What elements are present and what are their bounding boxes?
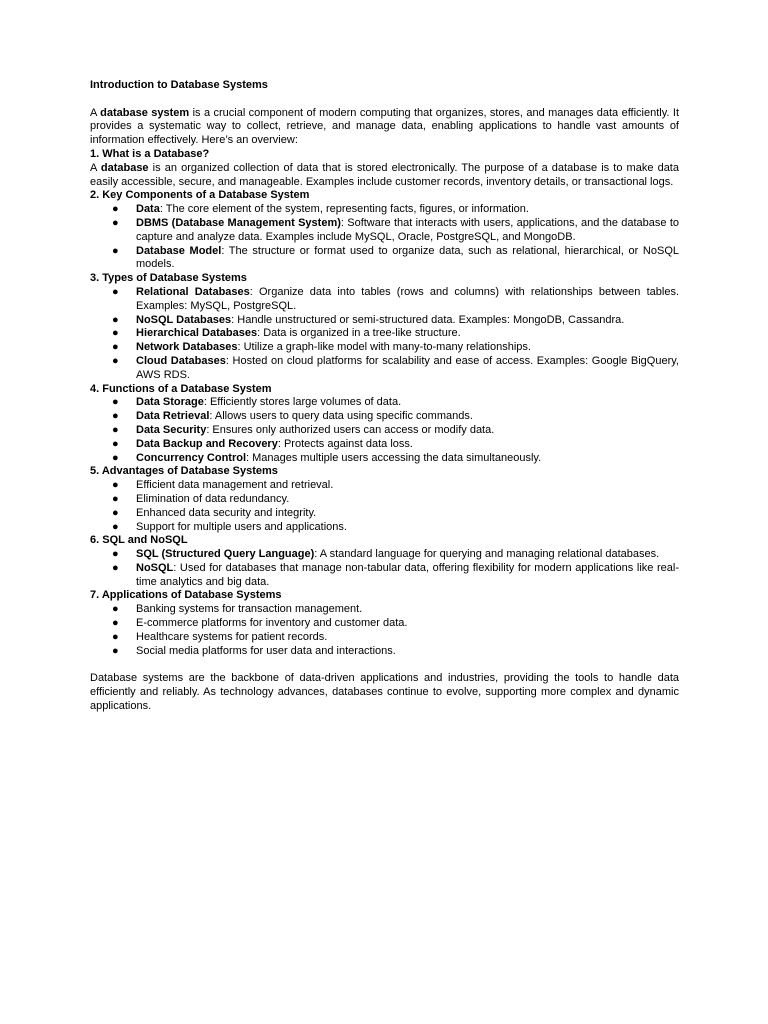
- section-1-prefix: A: [90, 161, 101, 174]
- document-title: Introduction to Database Systems: [90, 79, 268, 91]
- intro-text: is a crucial component of modern computing that organizes, stores, and manages data efficiently. It provides a systematic way to collect, retrieve, and manage data, enabling applications to handle vast amounts of information effectively. Here’s an overview:: [90, 106, 680, 147]
- list-item-text: Healthcare systems for patient records.: [136, 630, 328, 643]
- list-item-text: : Utilize a graph-like model with many-to-many relationships.: [237, 341, 531, 354]
- bullet-icon: ●: [112, 410, 119, 423]
- list-item: [90, 314, 679, 328]
- list-item-text: : Efficiently stores large volumes of data.: [203, 396, 402, 409]
- bullet-icon: ●: [112, 603, 119, 616]
- section-heading-what-is-database: 1. What is a Database?: [90, 147, 210, 160]
- list-item-text: : Organize data into tables (rows and columns) with relationships between tables. Examples: MySQL, PostgreSQL.: [136, 285, 679, 312]
- list-item: [90, 217, 679, 245]
- list-item-term: NoSQL: [136, 561, 174, 574]
- list-item-term: Data Backup and Recovery: [136, 437, 278, 450]
- bullet-icon: ●: [112, 644, 119, 657]
- list-item-text: : A standard language for querying and managing relational databases.: [314, 548, 660, 561]
- intro-bold-term: database system: [100, 106, 190, 119]
- bullet-icon: ●: [112, 451, 119, 464]
- list-item-term: Cloud Databases: [136, 354, 226, 367]
- list-item-text: : Software that interacts with users, applications, and the database to capture and analyze data. Examples include MySQL, Oracle, PostgreSQL, and MongoDB.: [136, 216, 679, 243]
- bullet-icon: ●: [112, 313, 119, 326]
- document-page: [90, 79, 679, 714]
- section-paragraph-what-is-database: [90, 162, 679, 190]
- bullet-icon: ●: [112, 548, 119, 561]
- list-item: [90, 341, 679, 355]
- list-item-text: : Data is organized in a tree-like structure.: [257, 327, 461, 340]
- list-item: [90, 507, 679, 521]
- bullet-icon: ●: [112, 630, 119, 643]
- list-item-text: : The structure or format used to organize data, such as relational, hierarchical, or NoSQL models.: [136, 244, 679, 271]
- list-item-text: : Ensures only authorized users can access or modify data.: [206, 423, 495, 436]
- list-item-text: E-commerce platforms for inventory and customer data.: [136, 617, 408, 630]
- bullet-icon: ●: [112, 396, 119, 409]
- section-heading-key-components: 2. Key Components of a Database System: [90, 189, 310, 202]
- bullet-icon: ●: [112, 354, 119, 367]
- list-item: [90, 424, 679, 438]
- list-item-text: Support for multiple users and applications.: [136, 520, 347, 533]
- list-item: [90, 410, 679, 424]
- list-item: [90, 548, 679, 562]
- intro-prefix: A: [90, 106, 101, 119]
- list-item: [90, 355, 679, 383]
- list-item-term: NoSQL Databases: [136, 313, 232, 326]
- sql-nosql-list: [90, 548, 679, 589]
- list-item-text: Social media platforms for user data and interactions.: [136, 644, 396, 657]
- list-item-term: Relational Databases: [136, 285, 250, 298]
- list-item: [90, 645, 679, 659]
- list-item-text: Enhanced data security and integrity.: [136, 506, 317, 519]
- list-item-text: : The core element of the system, representing facts, figures, or information.: [159, 203, 529, 216]
- list-item-term: Network Databases: [136, 341, 238, 354]
- list-item: [90, 631, 679, 645]
- list-item-text: : Handle unstructured or semi-structured data. Examples: MongoDB, Cassandra.: [231, 313, 625, 326]
- list-item-text: Elimination of data redundancy.: [136, 492, 290, 505]
- bullet-icon: ●: [112, 244, 119, 257]
- list-item: [90, 493, 679, 507]
- bullet-icon: ●: [112, 423, 119, 436]
- section-heading-applications: 7. Applications of Database Systems: [90, 589, 282, 602]
- section-heading-sql-nosql: 6. SQL and NoSQL: [90, 534, 188, 547]
- bullet-icon: ●: [112, 327, 119, 340]
- list-item: [90, 438, 679, 452]
- list-item-term: Data Storage: [136, 396, 204, 409]
- bullet-icon: ●: [112, 203, 119, 216]
- list-item: [90, 617, 679, 631]
- list-item: [90, 203, 679, 217]
- list-item-term: Data Retrieval: [136, 410, 210, 423]
- section-heading-advantages: 5. Advantages of Database Systems: [90, 465, 278, 478]
- bullet-icon: ●: [112, 216, 119, 229]
- bullet-icon: ●: [112, 285, 119, 298]
- list-item: [90, 452, 679, 466]
- key-components-list: [90, 203, 679, 272]
- list-item: [90, 562, 679, 590]
- bullet-icon: ●: [112, 492, 119, 505]
- list-item: [90, 603, 679, 617]
- list-item-text: : Hosted on cloud platforms for scalability and ease of access. Examples: Google BigQuery, AWS RDS.: [136, 354, 679, 381]
- list-item-text: : Manages multiple users accessing the data simultaneously.: [246, 451, 542, 464]
- list-item: [90, 286, 679, 314]
- intro-paragraph: [90, 107, 679, 148]
- bullet-icon: ●: [112, 479, 119, 492]
- list-item-text: Banking systems for transaction management.: [136, 603, 363, 616]
- list-item: [90, 396, 679, 410]
- list-item-term: Concurrency Control: [136, 451, 247, 464]
- bullet-icon: ●: [112, 341, 119, 354]
- list-item-term: Hierarchical Databases: [136, 327, 258, 340]
- closing-paragraph: Database systems are the backbone of data-driven applications and industries, providing the tools to handle data efficiently and reliably. As technology advances, databases continue to evolve, supporting more complex and dynamic applications.: [90, 672, 679, 712]
- section-1-bold-term: database: [100, 161, 149, 174]
- section-heading-functions: 4. Functions of a Database System: [90, 382, 272, 395]
- types-list: [90, 286, 679, 383]
- applications-list: [90, 603, 679, 658]
- bullet-icon: ●: [112, 520, 119, 533]
- list-item-text: Efficient data management and retrieval.: [136, 479, 334, 492]
- section-heading-types: 3. Types of Database Systems: [90, 272, 247, 285]
- list-item: [90, 479, 679, 493]
- list-item: [90, 327, 679, 341]
- list-item: [90, 245, 679, 273]
- advantages-list: [90, 479, 679, 534]
- list-item-term: Database Model: [136, 244, 222, 257]
- list-item: [90, 521, 679, 535]
- bullet-icon: ●: [112, 617, 119, 630]
- bullet-icon: ●: [112, 561, 119, 574]
- bullet-icon: ●: [112, 506, 119, 519]
- list-item-term: Data: [136, 203, 160, 216]
- functions-list: [90, 396, 679, 465]
- list-item-text: : Protects against data loss.: [277, 437, 413, 450]
- list-item-text: : Used for databases that manage non-tabular data, offering flexibility for modern applications like real-time analytics and big data.: [136, 561, 679, 588]
- list-item-term: Data Security: [136, 423, 207, 436]
- list-item-term: SQL (Structured Query Language): [136, 548, 315, 561]
- section-1-text: is an organized collection of data that is stored electronically. The purpose of a database is to make data easily accessible, secure, and manageable. Examples include customer records, inventory details, or transactional logs.: [90, 161, 679, 188]
- bullet-icon: ●: [112, 437, 119, 450]
- list-item-text: : Allows users to query data using specific commands.: [209, 410, 473, 423]
- list-item-term: DBMS (Database Management System): [136, 216, 341, 229]
